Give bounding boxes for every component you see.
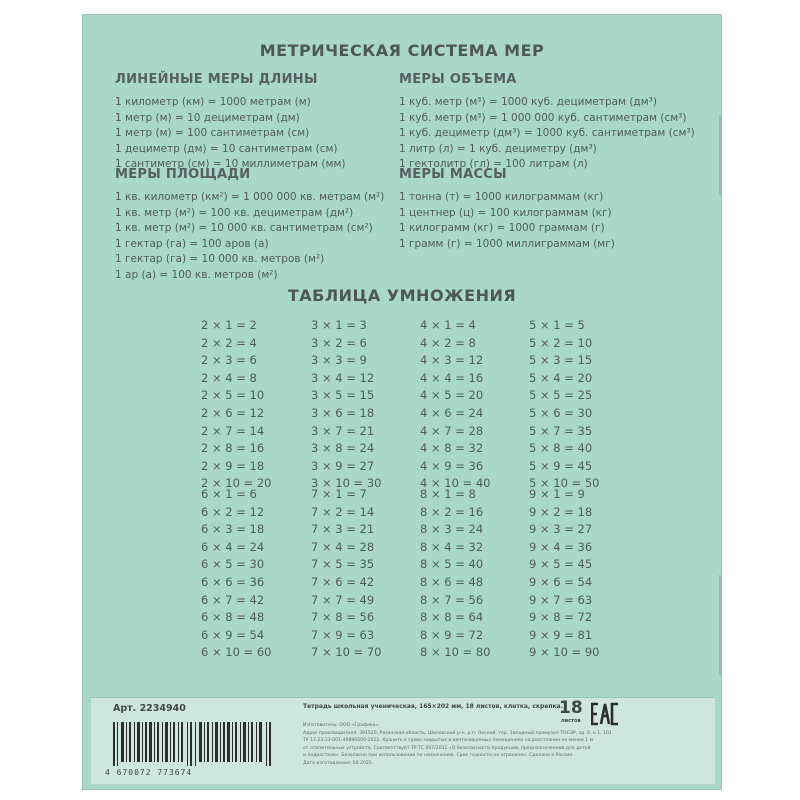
mult-row: 3 × 1 = 3 — [311, 318, 367, 332]
length-line: 1 метр (м) = 100 сантиметрам (см) — [115, 127, 310, 139]
metric-title: МЕТРИЧЕСКАЯ СИСТЕМА МЕР — [259, 41, 545, 60]
mult-row: 5 × 10 = 50 — [529, 476, 600, 491]
mult-row: 5 × 1 = 5 — [529, 318, 585, 332]
mult-row: 5 × 3 = 15 — [529, 353, 593, 368]
mult-column-3 — [311, 317, 431, 493]
mult-row: 5 × 8 = 40 — [529, 441, 593, 456]
mult-row: 8 × 6 = 48 — [420, 574, 484, 589]
mult-row: 8 × 7 = 56 — [420, 592, 484, 607]
mult-row: 9 × 6 = 54 — [529, 574, 593, 589]
mass-line: 1 центнер (ц) = 100 килограммам (кг) — [399, 206, 612, 219]
mult-row: 2 × 3 = 6 — [201, 353, 257, 368]
mult-row: 5 × 4 = 20 — [529, 370, 593, 385]
mult-row: 3 × 4 = 12 — [311, 370, 375, 385]
mult-row: 9 × 3 = 27 — [529, 522, 593, 537]
mult-row: 2 × 6 = 12 — [201, 405, 265, 420]
mult-row: 9 × 5 = 45 — [529, 557, 593, 572]
mult-row: 8 × 3 = 24 — [420, 522, 484, 537]
mult-row: 4 × 3 = 12 — [420, 353, 484, 368]
mult-row: 4 × 2 = 8 — [420, 335, 476, 350]
length-line: 1 километр (км) = 1000 метрам (м) — [115, 96, 311, 108]
mult-row: 3 × 7 = 21 — [311, 423, 375, 438]
mult-row: 8 × 4 = 32 — [420, 539, 484, 554]
mult-row: 7 × 2 = 14 — [311, 504, 375, 519]
volume-line: 1 куб. метр (м³) = 1 000 000 куб. сантиметрам (см³) — [399, 111, 687, 124]
mult-row: 2 × 5 = 10 — [201, 388, 265, 403]
mult-row: 2 × 8 = 16 — [201, 441, 265, 456]
mult-row: 5 × 9 = 45 — [529, 458, 593, 473]
mult-row: 6 × 8 = 48 — [201, 610, 265, 625]
mult-row: 6 × 3 = 18 — [201, 522, 265, 537]
volume-title: МЕРЫ ОБЪЕМА — [399, 72, 517, 87]
mult-row: 4 × 6 = 24 — [420, 405, 484, 420]
mult-row: 7 × 6 = 42 — [311, 574, 375, 589]
area-line: 1 кв. метр (м²) = 10 000 кв. сантиметрам (см²) — [115, 222, 373, 234]
info-line: от отопительных устройств. Соответствует ТР ТС 007/2011 «О безопасности продукции, предназначенной для детей — [303, 745, 591, 751]
mult-row: 7 × 8 = 56 — [311, 610, 375, 625]
volume-line: 1 гектолитр (гл) = 100 литрам (л) — [399, 158, 588, 170]
info-line: Дата изготовления: 04.2025. — [303, 760, 374, 766]
sheets-count: 18 — [559, 698, 583, 718]
area-line: 1 кв. километр (км²) = 1 000 000 кв. метрам (м²) — [115, 191, 385, 203]
area-line: 1 кв. метр (м²) = 100 кв. дециметрам (дм²) — [115, 206, 354, 219]
length-title: ЛИНЕЙНЫЕ МЕРЫ ДЛИНЫ — [115, 72, 318, 87]
length-line: 1 дециметр (дм) = 10 сантиметрам (см) — [115, 142, 338, 155]
mult-row: 6 × 4 = 24 — [201, 539, 265, 554]
mult-column-6 — [201, 486, 321, 662]
mass-line: 1 грамм (г) = 1000 миллиграммам (мг) — [399, 237, 615, 250]
mult-row: 3 × 3 = 9 — [311, 353, 367, 368]
mult-row: 8 × 8 = 64 — [420, 610, 484, 625]
area-line: 1 гектар (га) = 10 000 кв. метров (м²) — [115, 253, 325, 265]
mult-row: 4 × 1 = 4 — [420, 318, 476, 332]
mult-row: 5 × 7 = 35 — [529, 423, 593, 438]
product-info-footer — [91, 697, 715, 784]
mult-row: 7 × 9 = 63 — [311, 627, 375, 642]
eac-mark-icon — [591, 702, 619, 726]
info-line: Изготовитель: ООО «Графика». — [303, 723, 380, 728]
mult-row: 2 × 9 = 18 — [201, 458, 265, 473]
mult-row: 5 × 2 = 10 — [529, 335, 593, 350]
mult-row: 8 × 9 = 72 — [420, 627, 484, 642]
mult-column-2 — [201, 317, 321, 493]
mult-row: 3 × 6 = 18 — [311, 405, 375, 420]
length-line: 1 метр (м) = 10 дециметрам (дм) — [115, 111, 300, 124]
barcode-number: 4 670072 773674 — [105, 768, 193, 777]
info-line: ТУ 17.23.13-001-49890500-2022. Хранить в сухих закрытых и вентилируемых помещениях на расстоянии не менее 1 м — [303, 738, 594, 744]
mult-row: 4 × 9 = 36 — [420, 458, 484, 473]
mult-row: 9 × 4 = 36 — [529, 539, 593, 554]
volume-line: 1 куб. дециметр (дм³) = 1000 куб. сантиметрам (см³) — [399, 127, 695, 139]
manufacturer-info — [303, 722, 703, 768]
mult-row: 5 × 5 = 25 — [529, 388, 593, 403]
mass-line: 1 килограмм (кг) = 1000 граммам (г) — [399, 222, 605, 234]
sheets-word: листов — [561, 718, 581, 724]
mult-row: 2 × 1 = 2 — [201, 318, 257, 332]
mult-row: 2 × 2 = 4 — [201, 335, 257, 350]
mult-row: 3 × 9 = 27 — [311, 458, 375, 473]
mult-row: 6 × 9 = 54 — [201, 627, 265, 642]
mult-row: 2 × 10 = 20 — [201, 476, 272, 491]
mass-section — [399, 167, 615, 252]
mult-row: 5 × 6 = 30 — [529, 405, 593, 420]
mult-row: 6 × 6 = 36 — [201, 574, 265, 589]
volume-line: 1 литр (л) = 1 куб. дециметру (дм³) — [399, 142, 597, 155]
mult-row: 3 × 8 = 24 — [311, 441, 375, 456]
mult-column-5 — [529, 317, 649, 493]
mult-row: 4 × 7 = 28 — [420, 423, 484, 438]
mult-row: 3 × 10 = 30 — [311, 476, 382, 491]
mult-row: 6 × 7 = 42 — [201, 592, 265, 607]
area-title: МЕРЫ ПЛОЩАДИ — [115, 167, 251, 182]
article-number: Арт. 2234940 — [113, 703, 186, 714]
mult-row: 9 × 7 = 63 — [529, 592, 593, 607]
volume-line: 1 куб. метр (м³) = 1000 куб. дециметрам (дм³) — [399, 96, 657, 108]
mult-row: 6 × 1 = 6 — [201, 487, 257, 501]
mult-row: 8 × 10 = 80 — [420, 645, 491, 660]
info-line: Адрес производителя: 391520, Рязанская область, Шиловский р-н, р.п. Лесной, тер. Западный промузел ТОСЭР, зд. 6, к.1, 101. — [303, 730, 614, 736]
mult-row: 4 × 4 = 16 — [420, 370, 484, 385]
mult-row: 3 × 2 = 6 — [311, 335, 367, 350]
area-line: 1 ар (а) = 100 кв. метров (м²) — [115, 268, 278, 281]
area-section — [115, 167, 384, 283]
mult-row: 9 × 2 = 18 — [529, 504, 593, 519]
mult-row: 7 × 10 = 70 — [311, 645, 382, 660]
mult-row: 7 × 7 = 49 — [311, 592, 375, 607]
mass-line: 1 тонна (т) = 1000 килограммам (кг) — [399, 191, 604, 203]
mult-row: 8 × 5 = 40 — [420, 557, 484, 572]
mult-row: 2 × 7 = 14 — [201, 423, 265, 438]
mult-row: 9 × 8 = 72 — [529, 610, 593, 625]
staple-marks — [717, 115, 723, 715]
mult-row: 8 × 1 = 8 — [420, 487, 476, 501]
area-line: 1 гектар (га) = 100 аров (а) — [115, 237, 269, 250]
mult-row: 6 × 10 = 60 — [201, 645, 272, 660]
mult-row: 6 × 5 = 30 — [201, 557, 265, 572]
mult-column-9 — [529, 486, 649, 662]
mult-row: 9 × 10 = 90 — [529, 645, 600, 660]
length-line: 1 сантиметр (см) = 10 миллиметрам (мм) — [115, 158, 346, 170]
mass-title: МЕРЫ МАССЫ — [399, 167, 507, 182]
mult-row: 7 × 3 = 21 — [311, 522, 375, 537]
mult-column-7 — [311, 486, 431, 662]
mult-row: 7 × 5 = 35 — [311, 557, 375, 572]
mult-row: 9 × 9 = 81 — [529, 627, 593, 642]
notebook-back-cover — [82, 14, 722, 790]
mult-row: 6 × 2 = 12 — [201, 504, 265, 519]
multiplication-title: ТАБЛИЦА УМНОЖЕНИЯ — [287, 286, 517, 305]
mult-row: 8 × 2 = 16 — [420, 504, 484, 519]
mult-row: 7 × 4 = 28 — [311, 539, 375, 554]
mult-row: 4 × 10 = 40 — [420, 476, 491, 491]
length-section — [115, 72, 345, 173]
mult-row: 4 × 8 = 32 — [420, 441, 484, 456]
mult-column-8 — [420, 486, 540, 662]
mult-row: 2 × 4 = 8 — [201, 370, 257, 385]
product-description: Тетрадь школьная ученическая, 165×202 мм, 18 листов, клетка, скрепка. — [303, 703, 563, 710]
barcode-icon — [113, 722, 273, 766]
info-line: и подростков». Безопасно при использовании по назначению. Срок годности не ограничен. Сделано в России. — [303, 753, 574, 759]
mult-row: 3 × 5 = 15 — [311, 388, 375, 403]
mult-column-4 — [420, 317, 540, 493]
mult-row: 7 × 1 = 7 — [311, 487, 367, 501]
mult-row: 4 × 5 = 20 — [420, 388, 484, 403]
mult-row: 9 × 1 = 9 — [529, 487, 585, 501]
volume-section — [399, 72, 695, 173]
